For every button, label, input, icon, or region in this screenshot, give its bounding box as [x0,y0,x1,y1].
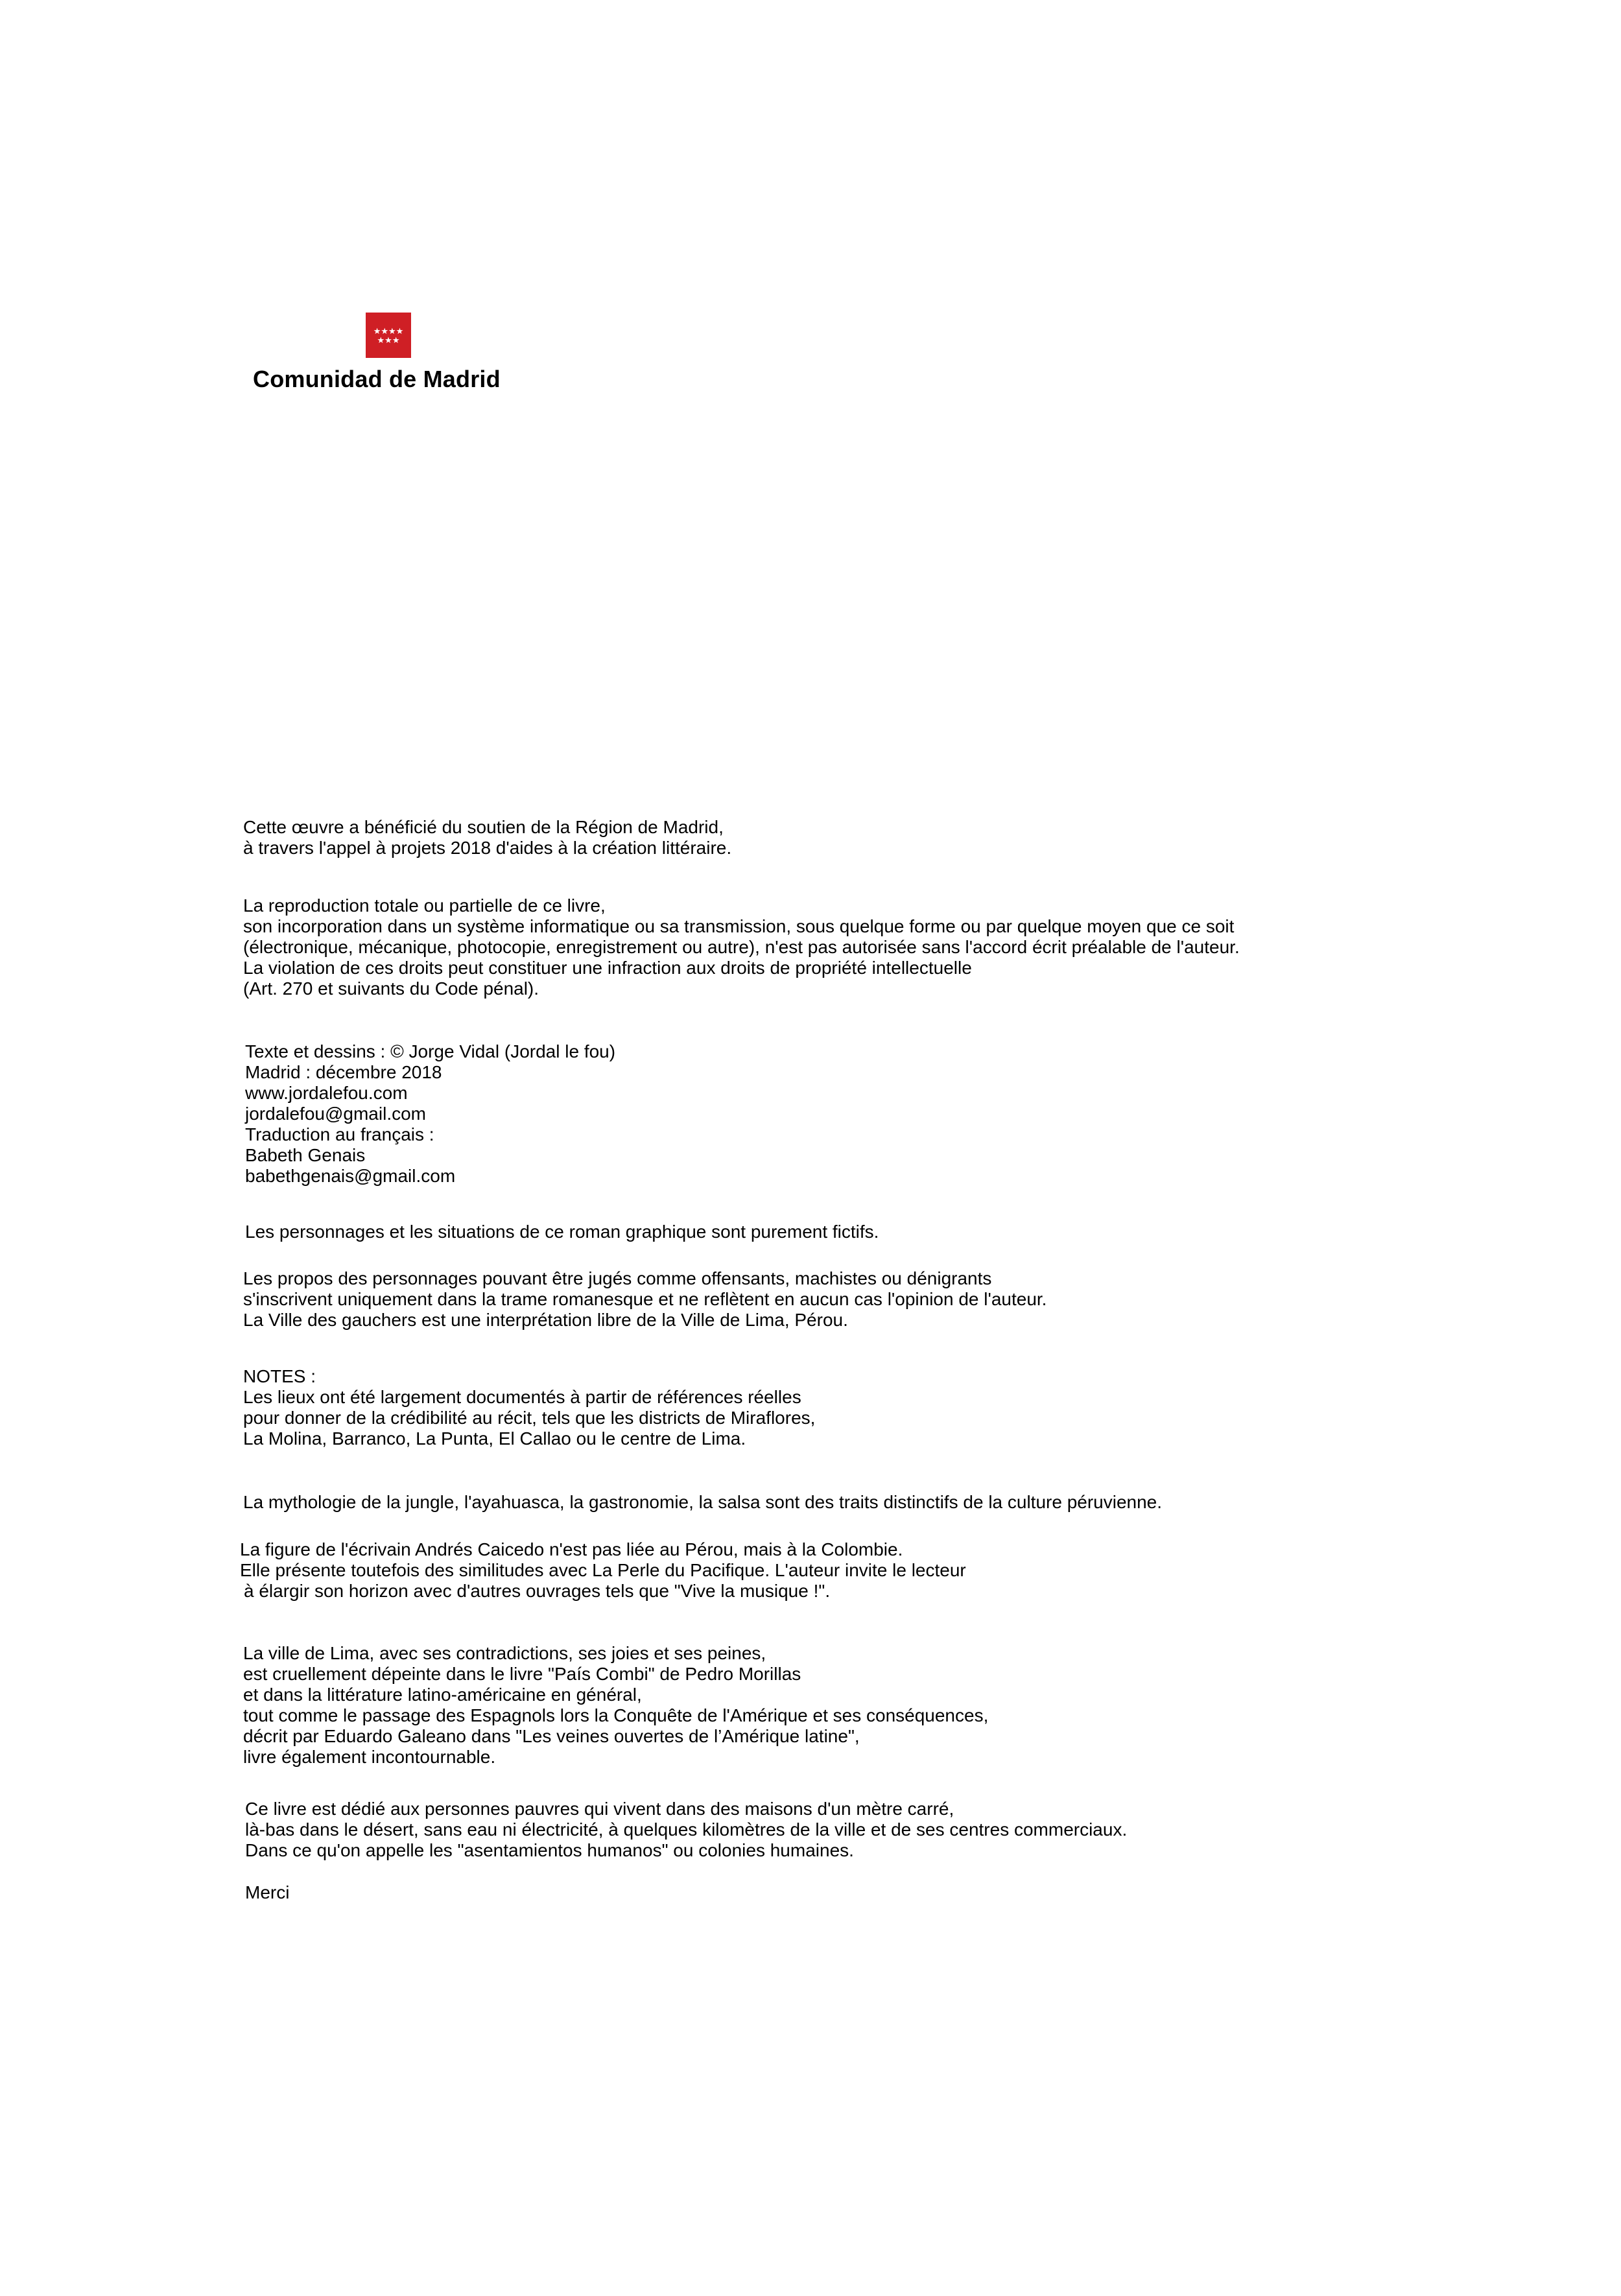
text-line: à travers l'appel à projets 2018 d'aides à la création littéraire. [243,838,732,858]
copyright-notice-paragraph [243,895,1240,999]
text-line: jordalefou@gmail.com [245,1104,426,1124]
text-line: La Ville des gauchers est une interprétation libre de la Ville de Lima, Pérou. [243,1310,848,1330]
text-line: Ce livre est dédié aux personnes pauvres qui vivent dans des maisons d'un mètre carré, [245,1799,954,1819]
text-line: www.jordalefou.com [245,1083,408,1103]
text-line: pour donner de la crédibilité au récit, tels que les districts de Miraflores, [243,1408,816,1428]
notes-heading: NOTES : [243,1366,316,1386]
text-line: Dans ce qu'on appelle les "asentamientos humanos" ou colonies humaines. [245,1840,854,1860]
svg-text:★★★: ★★★ [377,336,400,346]
text-line: La Molina, Barranco, La Punta, El Callao ou le centre de Lima. [243,1428,746,1449]
text-line: Texte et dessins : © Jorge Vidal (Jordal le fou) [245,1041,616,1061]
credits-paragraph [245,1041,615,1187]
thanks-paragraph [245,1882,289,1903]
fiction-disclaimer-paragraph [245,1222,879,1242]
text-line: Merci [245,1882,290,1902]
text-line: Les personnages et les situations de ce roman graphique sont purement fictifs. [245,1222,879,1242]
text-line: Cette œuvre a bénéficié du soutien de la Région de Madrid, [243,817,724,837]
text-line: livre également incontournable. [243,1747,496,1767]
text-line: La figure de l'écrivain Andrés Caicedo n'est pas liée au Pérou, mais à la Colombie. [240,1539,903,1559]
text-line: Traduction au français : [245,1124,434,1144]
text-line: est cruellement dépeinte dans le livre "País Combi" de Pedro Morillas [243,1664,801,1684]
text-line: s'inscrivent uniquement dans la trame romanesque et ne reflètent en aucun cas l'opinion de l'auteur. [243,1289,1047,1309]
text-line: son incorporation dans un système informatique ou sa transmission, sous quelque forme ou par quelque moyen que ce soit [243,916,1235,936]
text-line: babethgenais@gmail.com [245,1166,456,1186]
text-line: Elle présente toutefois des similitudes avec La Perle du Pacifique. L'auteur invite le lecteur [240,1560,966,1580]
notes-paragraph [243,1366,815,1449]
text-line: La mythologie de la jungle, l'ayahuasca, la gastronomie, la salsa sont des traits distinctifs de la culture péruvienne. [243,1492,1163,1512]
text-line: là-bas dans le désert, sans eau ni électricité, à quelques kilomètres de la ville et de ses centres commerciaux. [245,1819,1128,1840]
support-paragraph [243,817,731,858]
text-line: à élargir son horizon avec d'autres ouvrages tels que "Vive la musique !". [244,1581,831,1601]
text-line: La reproduction totale ou partielle de ce livre, [243,895,606,916]
madrid-flag-icon [366,313,411,358]
svg-text:★★★★: ★★★★ [373,327,404,337]
text-line: Les propos des personnages pouvant être jugés comme offensants, machistes ou dénigrants [243,1268,992,1288]
text-line: tout comme le passage des Espagnols lors la Conquête de l'Amérique et ses conséquences, [243,1705,989,1725]
text-line: décrit par Eduardo Galeano dans "Les veines ouvertes de l’Amérique latine", [243,1726,860,1746]
lima-literature-paragraph [243,1643,988,1768]
caicedo-paragraph [240,1539,966,1602]
text-line: Babeth Genais [245,1145,366,1165]
dedication-paragraph [245,1799,1127,1861]
text-line: Madrid : décembre 2018 [245,1062,442,1082]
text-line: (électronique, mécanique, photocopie, enregistrement ou autre), n'est pas autorisée sans l'accord écrit préalable de l'auteur. [243,937,1240,957]
text-line: (Art. 270 et suivants du Code pénal). [243,978,539,999]
text-line: et dans la littérature latino-américaine en général, [243,1685,642,1705]
offense-disclaimer-paragraph [243,1268,1047,1331]
text-line: La ville de Lima, avec ses contradictions, ses joies et ses peines, [243,1643,766,1663]
text-line: La violation de ces droits peut constituer une infraction aux droits de propriété intellectuelle [243,958,972,978]
logo-wordmark: Comunidad de Madrid [253,366,501,392]
mythology-paragraph [243,1492,1162,1513]
text-line: Les lieux ont été largement documentés à partir de références réelles [243,1387,801,1407]
